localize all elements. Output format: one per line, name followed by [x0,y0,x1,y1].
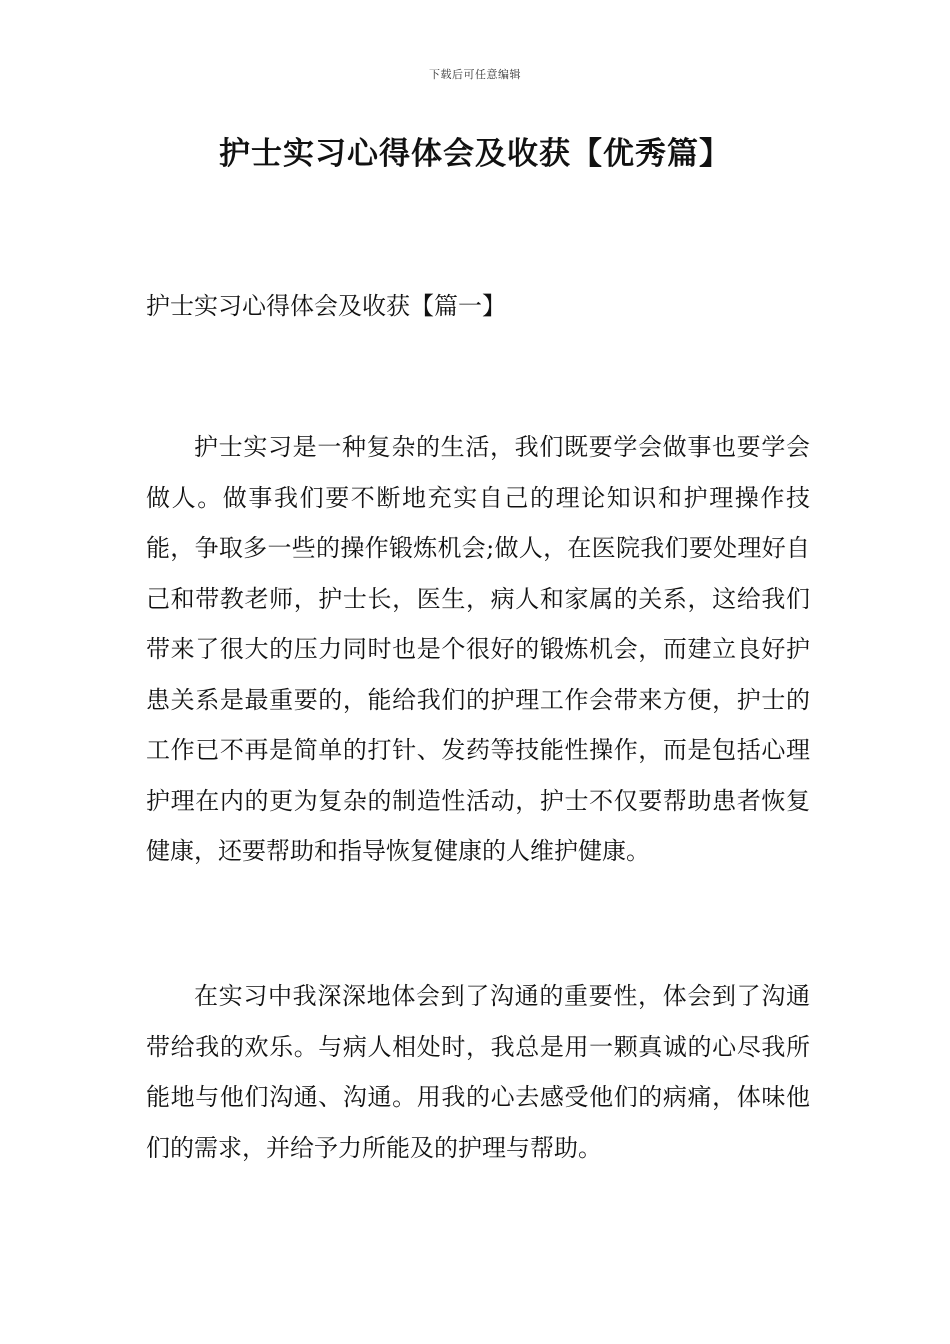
document-title: 护士实习心得体会及收获【优秀篇】 [219,136,731,172]
body-paragraph-2: 在实习中我深深地体会到了沟通的重要性，体会到了沟通带给我的欢乐。与病人相处时，我总是用一颗真诚的心尽我所能地与他们沟通、沟通。用我的心去感受他们的病痛，体味他们的需求，并给予力所能及的护理与帮助。 [146,982,810,1162]
header-note: 下载后可任意编辑 [429,68,521,81]
section-heading: 护士实习心得体会及收获【篇一】 [146,292,506,320]
body-paragraph-1: 护士实习是一种复杂的生活，我们既要学会做事也要学会做人。做事我们要不断地充实自己的理论知识和护理操作技能，争取多一些的操作锻炼机会;做人，在医院我们要处理好自己和带教老师，护士长，医生，病人和家属的关系，这给我们带来了很大的压力同时也是个很好的锻炼机会，而建立良好护患关系是最重要的，能给我们的护理工作会带来方便，护士的工作已不再是简单的打针、发药等技能性操作，而是包括心理护理在内的更为复杂的制造性活动，护士不仅要帮助患者恢复健康，还要帮助和指导恢复健康的人维护健康。 [146,433,810,865]
